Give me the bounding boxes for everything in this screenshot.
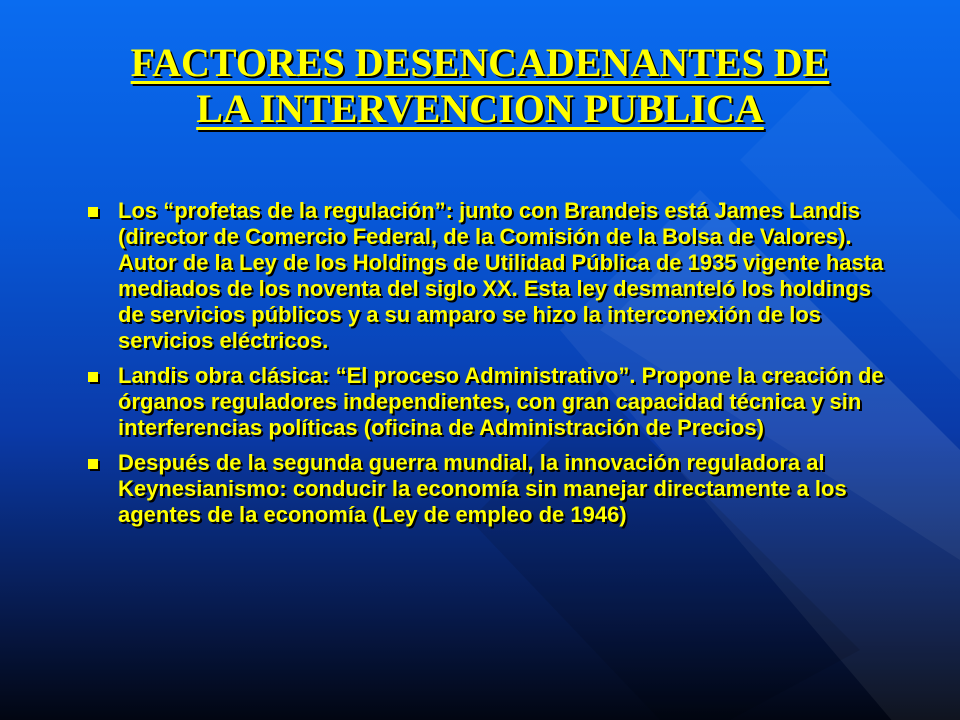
bullet-item xyxy=(84,363,884,441)
bullet-text: Landis obra clásica: “El proceso Administrativo”. Propone la creación de órganos reguladores independientes, con gran capacidad técnica y sin interferencias políticas (oficina de Administración de Precios) xyxy=(118,363,884,440)
bullet-item xyxy=(84,450,884,528)
slide-title xyxy=(60,40,900,132)
bullet-list xyxy=(84,198,884,537)
bullet-item xyxy=(84,198,884,354)
square-bullet-icon xyxy=(88,459,98,469)
square-bullet-icon xyxy=(88,207,98,217)
bullet-text: Los “profetas de la regulación”: junto con Brandeis está James Landis (director de Comercio Federal, de la Comisión de la Bolsa de Valores). Autor de la Ley de los Holdings de Utilidad Pública de 1935 vigente hasta mediados de los noventa del siglo XX. Esta ley desmanteló los holdings de servicios públicos y a su amparo se hizo la interconexión de los servicios eléctricos. xyxy=(118,198,884,353)
bullet-text: Después de la segunda guerra mundial, la innovación reguladora al Keynesianismo: conducir la economía sin manejar directamente a los agentes de la economía (Ley de empleo de 1946) xyxy=(118,450,847,527)
square-bullet-icon xyxy=(88,372,98,382)
title-line-1: FACTORES DESENCADENANTES DE xyxy=(130,40,830,85)
title-line-2: LA INTERVENCION PUBLICA xyxy=(196,86,764,131)
